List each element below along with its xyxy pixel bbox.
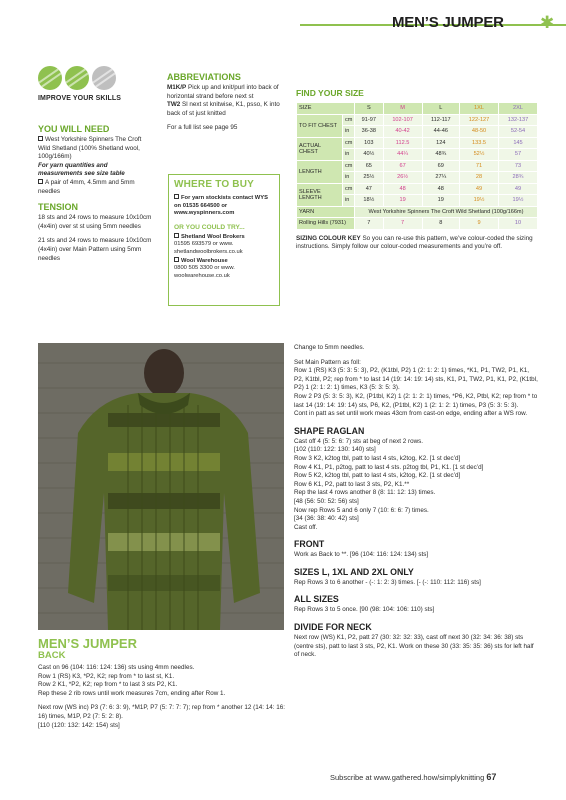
size-table xyxy=(296,102,538,230)
instruction: Set Main Pattern as foll: xyxy=(294,358,361,366)
abbreviations-heading: ABBREVIATIONS xyxy=(167,72,241,82)
unit-cell: in xyxy=(343,126,355,138)
size-row xyxy=(297,114,538,126)
instruction: Row 1 (RS) K3 (5: 3: 5: 3), P2, (K1tbl, P2) 1 (2: 1: 2: 1) times, *K1, P1, TW2, P1, K1, P2, K1tbl, P2; rep from * to last 14 (19: 14: 19: 14) sts, K1, P1, TW2, P1, K1, P2, (K1tbl, P2) 1 (2: 1: 2: 1) times, K3 (5: 3: 5: 3). xyxy=(294,367,538,392)
you-will-need-heading: YOU WILL NEED xyxy=(38,124,110,134)
abbreviation: M1K/P Pick up and knit/purl into back of horizontal strand before next st xyxy=(167,84,279,100)
shop-details: 0800 505 3300 or www. woolwarehouse.co.uk xyxy=(174,265,235,279)
stockist-info: For yarn stockists contact WYS on 01535 664500 or www.wyspinners.com xyxy=(174,195,268,217)
checkbox-icon xyxy=(38,179,43,184)
instruction: Cast off. xyxy=(294,523,318,531)
checkbox-icon xyxy=(38,136,43,141)
need-note: For yarn quantities and measurements see size table xyxy=(38,161,125,178)
shade-row: Rolling Hills (7931) 7 7 8 9 10 xyxy=(297,218,538,230)
size-column: L xyxy=(422,103,460,115)
unit-cell: cm xyxy=(343,160,355,172)
skill-rating xyxy=(38,66,126,90)
size-cell: 67 xyxy=(383,160,422,172)
size-cell: 48 xyxy=(422,183,460,195)
size-column: 1XL xyxy=(460,103,499,115)
size-cell: 27¼ xyxy=(422,172,460,184)
page-footer xyxy=(330,772,496,782)
instruction: Rep Rows 3 to 5 once. [90 (98: 104: 106: 110) sts] xyxy=(294,606,435,614)
size-cell: 102-107 xyxy=(383,114,422,126)
flower-icon: ✱ xyxy=(540,13,555,32)
jumper-illustration xyxy=(38,343,284,630)
row-label: TO FIT CHEST xyxy=(297,114,343,137)
pattern-line: Next row (WS inc) P3 (7: 6: 3: 9), *M1P, P7 (5: 7: 7: 7); rep from * another 12 (14: 14: 16: 16) times, M1P, P2 (7: 5: 2: 8). xyxy=(38,704,285,720)
section-heading: SHAPE RAGLAN xyxy=(294,425,365,436)
size-column: M xyxy=(383,103,422,115)
size-column: S xyxy=(355,103,384,115)
shop-details: 01595 693579 or www. shetlandwoolbrokers.co.uk xyxy=(174,241,243,255)
instruction: Work as Back to **. [96 (104: 116: 124: 134) sts] xyxy=(294,551,429,559)
instruction: Row 2 P3 (5: 3: 5: 3), K2, (P1tbl, K2) 1 (2: 1: 2: 1) times, *P6, K2, Ptbl, K2; rep from * to last 14 (19: 14: 19: 14) sts, P6, K2, (P1tbl, K2) 1 (2: 1: 2: 1) times, P3 (5: 3: 5: 3). xyxy=(294,392,538,409)
pattern-line: [110 (120: 132: 142: 154) sts] xyxy=(38,721,120,729)
size-cell: 133.5 xyxy=(460,137,499,149)
pattern-line: Rep these 2 rib rows until work measures 7cm, ending after Row 1. xyxy=(38,689,226,697)
size-cell: 71 xyxy=(460,160,499,172)
shop-name: Wool Warehouse xyxy=(174,257,274,266)
model-photo xyxy=(38,343,284,630)
tension-text: 21 sts and 24 rows to measure 10x10cm (4x4in) over Main Pattern using 5mm needles xyxy=(38,237,152,262)
instruction: Now rep Rows 5 and 6 only 7 (10: 6: 6: 7) times. xyxy=(294,506,429,514)
row-label: LENGTH xyxy=(297,160,343,183)
need-item: A pair of 4mm, 4.5mm and 5mm needles xyxy=(38,178,135,195)
size-cell: 112-117 xyxy=(422,114,460,126)
row-label: ACTUAL CHEST xyxy=(297,137,343,160)
section-heading: DIVIDE FOR NECK xyxy=(294,622,372,633)
unit-cell: in xyxy=(343,172,355,184)
size-cell: 57 xyxy=(498,149,537,161)
size-cell: 44-46 xyxy=(422,126,460,138)
section-heading: SIZES L, 1XL AND 2XL ONLY xyxy=(294,566,414,577)
size-cell: 48 xyxy=(383,183,422,195)
size-cell: 52½ xyxy=(460,149,499,161)
size-cell: 103 xyxy=(355,137,384,149)
size-cell: 48¾ xyxy=(422,149,460,161)
size-cell: 49 xyxy=(460,183,499,195)
pattern-line: Cast on 96 (104: 116: 124: 136) sts using 4mm needles. xyxy=(38,664,195,671)
instruction: Rep Rows 3 to 6 another - (-: 1: 2: 3) times. [- (-: 110: 112: 116) sts] xyxy=(294,578,481,586)
pattern-subtitle: BACK xyxy=(38,650,66,661)
checkbox-icon xyxy=(174,233,179,238)
unit-cell: cm xyxy=(343,114,355,126)
find-your-size-heading: FIND YOUR SIZE xyxy=(296,88,364,98)
size-cell: 52-54 xyxy=(498,126,537,138)
row-label: SLEEVE LENGTH xyxy=(297,183,343,206)
unit-cell: cm xyxy=(343,137,355,149)
size-cell: 73 xyxy=(498,160,537,172)
size-cell: 19 xyxy=(422,195,460,207)
size-cell: 132-137 xyxy=(498,114,537,126)
instruction: Cont in patt as set until work meas 43cm from cast-on edge, ending after a WS row. xyxy=(294,410,528,418)
instruction: [48 (56: 50: 52: 56) sts] xyxy=(294,497,359,505)
pattern-title: MEN’S JUMPER xyxy=(38,636,137,651)
pattern-line: Row 2 K1, *P2, K2; rep from * to last 3 sts P2, K1. xyxy=(38,681,178,689)
yarn-ball-icon xyxy=(65,66,89,90)
yarn-row: YARN West Yorkshire Spinners The Croft Wild Shetland (100g/166m) xyxy=(297,206,538,218)
where-to-buy-box xyxy=(168,174,280,306)
size-cell: 112.5 xyxy=(383,137,422,149)
size-cell: 65 xyxy=(355,160,384,172)
instruction: Change to 5mm needles. xyxy=(294,344,365,351)
unit-cell: cm xyxy=(343,183,355,195)
size-cell: 36-38 xyxy=(355,126,384,138)
size-row xyxy=(297,137,538,149)
size-cell: 91-97 xyxy=(355,114,384,126)
unit-cell: in xyxy=(343,195,355,207)
pattern-back-section xyxy=(38,637,286,730)
need-item: West Yorkshire Spinners The Croft Wild Shetland (100% Shetland wool, 100g/166m) xyxy=(38,136,142,161)
skill-label: IMPROVE YOUR SKILLS xyxy=(38,95,122,102)
where-to-buy-heading: WHERE TO BUY xyxy=(174,179,254,190)
instruction: Next row (WS) K1, P2, patt 27 (30: 32: 32: 33), cast off next 30 (32: 34: 36: 38) sts (centre sts), patt to last 3 sts, P2, K1. Work on these 30 (33: 35: 35: 36) sts for left half of neck. xyxy=(294,634,534,659)
size-cell: 19½ xyxy=(498,195,537,207)
table-header-row: SIZE S M L 1XL 2XL xyxy=(297,103,538,115)
size-cell: 19 xyxy=(383,195,422,207)
size-column: 2XL xyxy=(498,103,537,115)
abbreviations-column xyxy=(167,72,283,133)
size-cell: 124 xyxy=(422,137,460,149)
subscribe-link[interactable]: Subscribe at www.gathered.how/simplyknitting xyxy=(330,773,485,782)
skill-level xyxy=(38,66,126,102)
page-number: 67 xyxy=(486,772,497,782)
size-row xyxy=(297,183,538,195)
instruction: Cast off 4 (5: 5: 6: 7) sts at beg of next 2 rows. xyxy=(294,437,424,445)
unit-cell: in xyxy=(343,149,355,161)
full-list-note: For a full list see page 95 xyxy=(167,124,238,132)
checkbox-icon xyxy=(174,194,179,199)
pattern-line: Row 1 (RS) K3, *P2, K2; rep from * to last st, K1. xyxy=(38,672,175,680)
instruction: [34 (36: 38: 40: 42) sts] xyxy=(294,515,359,523)
size-cell: 48-50 xyxy=(460,126,499,138)
size-cell: 19½ xyxy=(460,195,499,207)
yarn-ball-icon xyxy=(38,66,62,90)
instruction: Row 6 K1, P2, patt to last 3 sts, P2, K1.** xyxy=(294,480,410,488)
size-cell: 28 xyxy=(460,172,499,184)
size-cell: 40-42 xyxy=(383,126,422,138)
yarn-ball-icon xyxy=(92,66,116,90)
try-heading: OR YOU COULD TRY... xyxy=(174,223,245,231)
abbreviation: TW2 Sl next st knitwise, K1, psso, K into back of st just knitted xyxy=(167,101,280,117)
instruction: Rep the last 4 rows another 8 (8: 11: 12: 13) times. xyxy=(294,489,436,497)
shop-name: Shetland Wool Brokers xyxy=(174,233,274,242)
size-cell: 25½ xyxy=(355,172,384,184)
size-cell: 49 xyxy=(498,183,537,195)
size-row xyxy=(297,160,538,172)
instruction: [102 (110: 122: 130: 140) sts] xyxy=(294,446,376,454)
section-heading: FRONT xyxy=(294,539,325,550)
size-cell: 18½ xyxy=(355,195,384,207)
instruction: Row 5 K2, k2tog tbl, patt to last 4 sts, k2tog, K2. [1 st dec’d] xyxy=(294,472,461,480)
sizing-key-note: SIZING COLOUR KEY So you can re-use this pattern, we’ve colour-coded the sizing instructions. Simply follow our colour-coded measurements and you’re off. xyxy=(296,234,533,250)
instruction: Row 4 K1, P1, p2tog, patt to last 4 sts. p2tog tbl, P1, K1. [1 st dec’d] xyxy=(294,463,484,471)
tension-text: 18 sts and 24 rows to measure 10x10cm (4x4in) over st st using 5mm needles xyxy=(38,214,152,230)
find-your-size xyxy=(296,88,538,252)
size-cell: 69 xyxy=(422,160,460,172)
tension-heading: TENSION xyxy=(38,202,79,213)
size-cell: 40½ xyxy=(355,149,384,161)
size-cell: 26½ xyxy=(383,172,422,184)
size-cell: 47 xyxy=(355,183,384,195)
size-cell: 28¾ xyxy=(498,172,537,184)
size-cell: 44¼ xyxy=(383,149,422,161)
size-cell: 145 xyxy=(498,137,537,149)
instructions-column xyxy=(294,344,540,660)
instruction: Row 3 K2, k2tog tbl, patt to last 4 sts, k2tog, K2. [1 st dec’d] xyxy=(294,454,461,462)
head xyxy=(144,349,184,397)
requirements-column xyxy=(38,124,153,263)
checkbox-icon xyxy=(174,257,179,262)
page-title: MEN’S JUMPER xyxy=(392,14,504,31)
size-cell: 122-127 xyxy=(460,114,499,126)
section-heading: ALL SIZES xyxy=(294,594,339,605)
